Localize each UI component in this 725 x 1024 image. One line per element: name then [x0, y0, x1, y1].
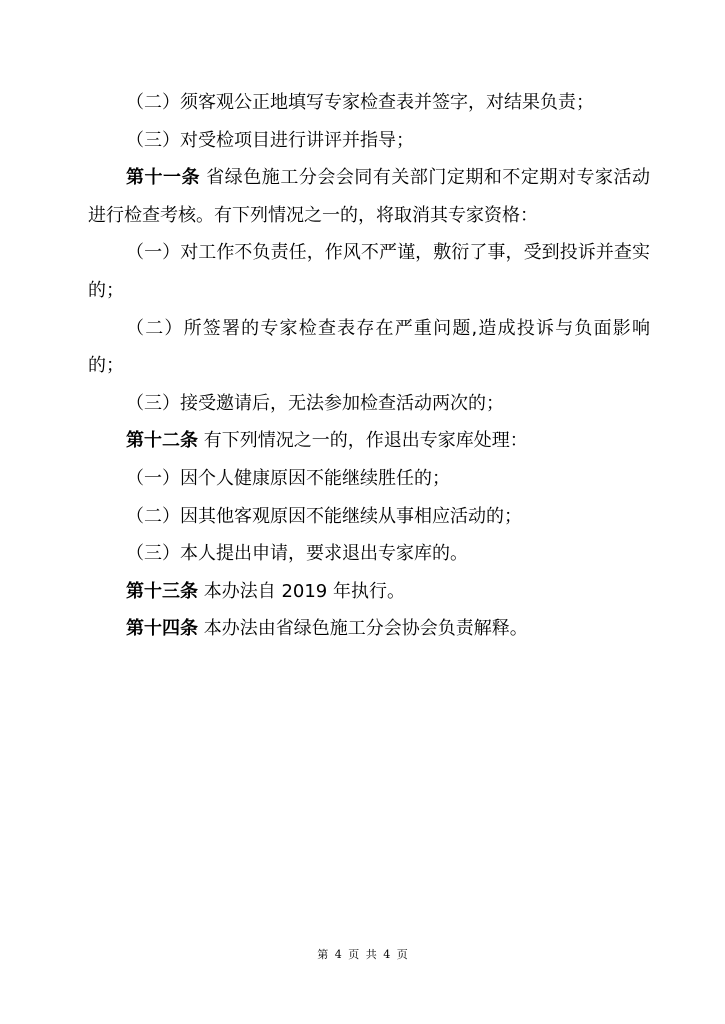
article-14-text: 本办法由省绿色施工分会协会负责解释。: [198, 618, 528, 640]
article-12: [88, 422, 650, 460]
paragraph-2-text: （三）对受检项目进行讲评并指导；: [126, 129, 414, 151]
paragraph-6-text: （三）接受邀请后，无法参加检查活动两次的；: [126, 392, 504, 414]
article-11-text: 省绿色施工分会会同有关部门定期和不定期对专家活动进行检查考核。有下列情况之一的，将取消其专家资格：: [88, 167, 650, 226]
page-number-footer: 第 4 页 共 4 页: [317, 948, 408, 961]
article-13-heading: 第十三条: [126, 580, 198, 602]
paragraph-5-text: （二）所签署的专家检查表存在严重问题,造成投诉与负面影响的；: [88, 317, 650, 377]
paragraph-1-text: （二）须客观公正地填写专家检查表并签字，对结果负责；: [126, 92, 594, 113]
paragraph-4-text: （一）对工作不负责任，作风不严谨，敷衍了事，受到投诉并查实的；: [88, 242, 650, 301]
article-14: [88, 610, 650, 648]
paragraph-5: [88, 310, 650, 385]
article-11-heading: 第十一条: [126, 167, 201, 189]
paragraph-9: [88, 498, 650, 536]
paragraph-10: [88, 535, 650, 573]
article-13-text: 本办法自 2019 年执行。: [198, 580, 405, 602]
article-13: [88, 573, 650, 611]
paragraph-1: [88, 84, 650, 122]
paragraph-8: [88, 460, 650, 498]
paragraph-8-text: （一）因个人健康原因不能继续胜任的；: [126, 467, 450, 489]
paragraph-9-text: （二）因其他客观原因不能继续从事相应活动的；: [126, 505, 522, 527]
paragraph-4: [88, 234, 650, 309]
article-14-heading: 第十四条: [126, 618, 198, 640]
article-12-text: 有下列情况之一的，作退出专家库处理：: [198, 430, 528, 452]
paragraph-6: [88, 385, 650, 423]
document-body: [88, 84, 650, 648]
article-11: [88, 159, 650, 234]
article-12-heading: 第十二条: [126, 430, 198, 452]
paragraph-2: [88, 122, 650, 160]
paragraph-10-text: （三）本人提出申请，要求退出专家库的。: [126, 543, 468, 565]
